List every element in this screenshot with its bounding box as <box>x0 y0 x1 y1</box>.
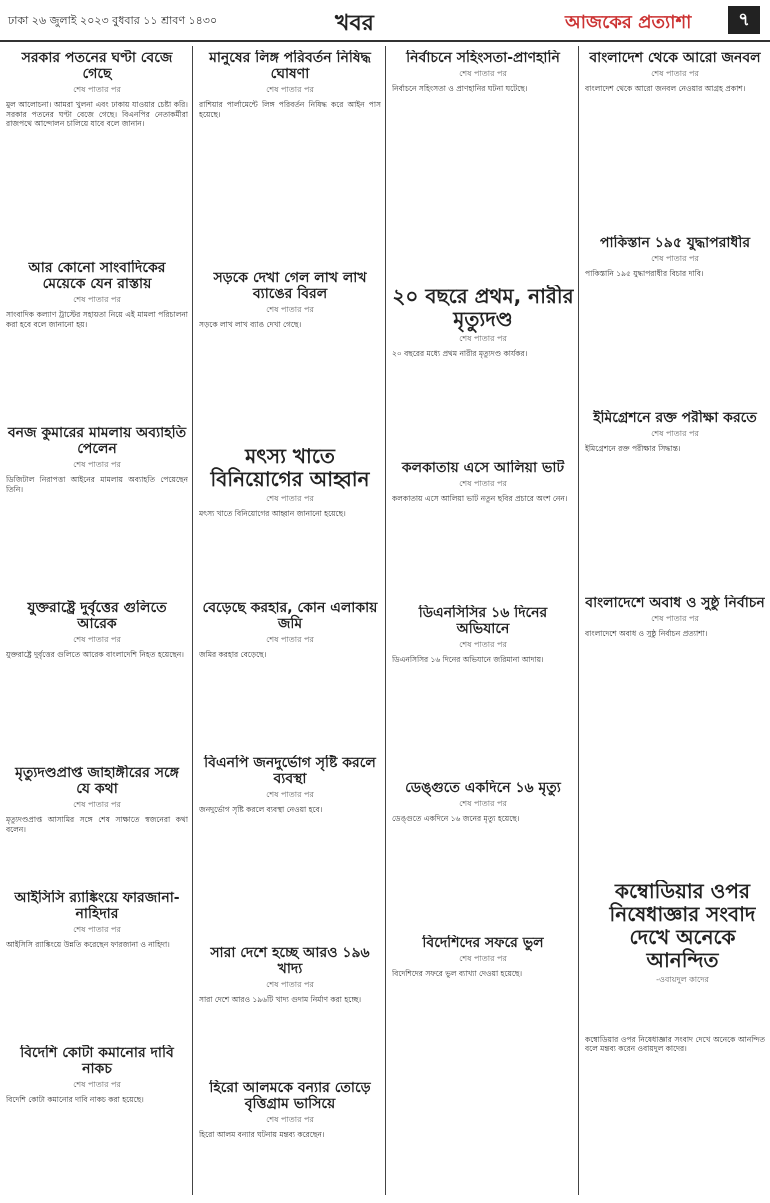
story-body: কলকাতায় এসে আলিয়া ভাট নতুন ছবির প্রচারে অংশ নেন। <box>392 494 568 504</box>
story-c3-1 <box>392 50 574 280</box>
kicker: শেষ পাতার পর <box>459 69 507 79</box>
kicker: শেষ পাতার পর <box>266 635 314 645</box>
story-body: হিরো আলম বন্যার ঘটনায় মন্তব্য করেছেন। <box>199 1130 325 1140</box>
story-c2-6 <box>199 945 381 1075</box>
kicker: -ওবায়দুল কাদের <box>656 975 709 984</box>
headline: আর কোনো সাংবাদিকের মেয়েকে যেন রাস্তায় <box>28 260 166 293</box>
story-c2-3 <box>199 445 381 595</box>
story-body: বিদেশিদের সফরে ভুল ব্যাখ্যা দেওয়া হয়েছে। <box>392 969 523 979</box>
kicker: শেষ পাতার পর <box>73 800 121 810</box>
story-c1-4 <box>6 600 188 760</box>
headline: সড়কে দেখা গেল লাখ লাখ ব্যাঙের বিরল <box>213 270 367 303</box>
story-c4-1 <box>585 50 765 230</box>
story-body: ডিজিটাল নিরাপত্তা আইনের মামলায় অব্যাহতি পেয়েছেন তিনি। <box>6 475 188 494</box>
kicker: শেষ পাতার পর <box>459 799 507 809</box>
headline: বাংলাদেশ থেকে আরো জনবল <box>589 50 761 66</box>
headline: নির্বাচনে সহিংসতা-প্রাণহানি <box>406 50 560 66</box>
story-c3-3 <box>392 460 574 600</box>
headline: সরকার পতনের ঘণ্টা বেজে গেছে <box>21 50 173 83</box>
headline: যুক্তরাষ্ট্রে দুর্বৃত্তের গুলিতে আরেক <box>27 600 167 633</box>
story-c1-5 <box>6 765 188 885</box>
story-body: সাংবাদিক কল্যাণ ট্রাস্টের সহায়তা নিয়ে এই মামলা পরিচালনা করা হবে বলে জানানো হয়। <box>6 310 188 329</box>
story-body: পাকিস্তানি ১৯৫ যুদ্ধাপরাধীর বিচার দাবি। <box>585 269 704 279</box>
kicker: শেষ পাতার পর <box>266 1115 314 1125</box>
story-body: সড়কে লাখ লাখ ব্যাঙ দেখা গেছে। <box>199 320 302 330</box>
kicker: শেষ পাতার পর <box>651 614 699 624</box>
kicker: শেষ পাতার পর <box>651 429 699 439</box>
story-body: বাংলাদেশে অবাধ ও সুষ্ঠু নির্বাচন প্রত্যাশা। <box>585 629 708 639</box>
story-body: রাশিয়ার পার্লামেন্টে লিঙ্গ পরিবর্তন নিষিদ্ধ করে আইন পাস হয়েছে। <box>199 100 381 119</box>
story-body: মৎস্য খাতে বিনিয়োগের আহ্বান জানানো হয়েছে। <box>199 509 346 518</box>
story-c1-3 <box>6 425 188 595</box>
story-c2-7 <box>199 1080 381 1195</box>
masthead <box>0 0 770 42</box>
newspaper-logo: আজকের প্রত্যাশা <box>565 12 692 33</box>
kicker: শেষ পাতার পর <box>266 305 314 315</box>
headline: সারা দেশে হচ্ছে আরও ১৯৬ খাদ্য <box>210 945 370 978</box>
headline: ডেঙ্গুতে একদিনে ১৬ মৃত্যু <box>405 780 561 796</box>
kicker: শেষ পাতার পর <box>459 334 507 343</box>
story-c3-5 <box>392 780 574 930</box>
story-body: ডিএনসিসির ১৬ দিনের অভিযানে জরিমানা আদায়। <box>392 655 544 665</box>
story-c2-2 <box>199 270 381 440</box>
story-body: ২০ বছরের মধ্যে প্রথম নারীর মৃত্যুদণ্ড কার্যকর। <box>392 349 528 358</box>
story-c3-6 <box>392 935 574 1195</box>
kicker: শেষ পাতার পর <box>73 635 121 645</box>
kicker: শেষ পাতার পর <box>73 1080 121 1090</box>
story-c4-2 <box>585 235 765 405</box>
headline: পাকিস্তান ১৯৫ যুদ্ধাপরাধীর <box>599 235 751 251</box>
story-c4-5-body <box>585 1035 765 1195</box>
page-number: ৭ <box>728 6 760 34</box>
story-body: জমির করহার বেড়েছে। <box>199 650 267 660</box>
story-c4-4 <box>585 595 765 875</box>
story-body: নির্বাচনে সহিংসতা ও প্রাণহানির ঘটনা ঘটেছে। <box>392 84 528 94</box>
headline: ২০ বছরে প্রথম, নারীর মৃত্যুদণ্ড <box>392 285 574 331</box>
story-body: আইসিসি র‍্যাঙ্কিংয়ে উন্নতি করেছেন ফারজানা ও নাহিদা। <box>6 940 170 950</box>
headline: মানুষের লিঙ্গ পরিবর্তন নিষিদ্ধ ঘোষণা <box>209 50 371 83</box>
kicker: শেষ পাতার পর <box>459 954 507 964</box>
story-c1-2 <box>6 260 188 420</box>
headline: বিদেশিদের সফরে ভুল <box>422 935 544 951</box>
kicker: শেষ পাতার পর <box>651 69 699 79</box>
column-divider <box>192 46 193 1195</box>
story-c2-4 <box>199 600 381 750</box>
story-body: ইমিগ্রেশনে রক্ত পরীক্ষার সিদ্ধান্ত। <box>585 444 681 454</box>
kicker: শেষ পাতার পর <box>266 790 314 800</box>
story-c4-3 <box>585 410 765 590</box>
column-divider <box>578 46 579 1195</box>
story-body: বাংলাদেশ থেকে আরো জনবল নেওয়ার আগ্রহ প্রকাশ। <box>585 84 746 94</box>
story-c2-1 <box>199 50 381 265</box>
kicker: শেষ পাতার পর <box>651 254 699 264</box>
headline: ইমিগ্রেশনে রক্ত পরীক্ষা করতে <box>593 410 757 426</box>
headline: বনজ কুমারের মামলায় অব্যাহতি পেলেন <box>7 425 187 458</box>
headline: বেড়েছে করহার, কোন এলাকায় জমি <box>202 600 378 633</box>
headline: মৎস্য খাতে বিনিয়োগের আহ্বান <box>210 445 370 491</box>
story-c1-6 <box>6 890 188 1040</box>
headline: বাংলাদেশে অবাধ ও সুষ্ঠু নির্বাচন <box>585 595 765 611</box>
kicker: শেষ পাতার পর <box>266 494 314 503</box>
kicker: শেষ পাতার পর <box>266 980 314 990</box>
story-c3-2 <box>392 285 574 455</box>
kicker: শেষ পাতার পর <box>459 479 507 489</box>
kicker: শেষ পাতার পর <box>73 460 121 470</box>
headline: বিদেশি কোটা কমানোর দাবি নাকচ <box>20 1045 174 1078</box>
story-c1-7 <box>6 1045 188 1195</box>
story-body: কম্বোডিয়ার ওপর নিষেধাজ্ঞার সংবাদ দেখে অনেকে আনন্দিত বলে মন্তব্য করেন ওবায়দুল কাদের। <box>585 1035 765 1054</box>
story-body: মুল আলোচনা। আমরা খুলনা এবং ঢাকায় যাওয়ার চেষ্টা করি। সরকার পতনের ঘণ্টা বেজে গেছে। বিএনপির নেতাকর্মীরা রাজপথে আন্দোলন চালিয়ে যাবে বলে জানান। <box>6 100 188 128</box>
headline: বিএনপি জনদুর্ভোগ সৃষ্টি করলে ব্যবস্থা <box>204 755 376 788</box>
kicker: শেষ পাতার পর <box>266 85 314 95</box>
dateline: ঢাকা ২৬ জুলাই ২০২৩ বুধবার ১১ শ্রাবণ ১৪৩০ <box>8 14 218 27</box>
story-c4-5 <box>600 880 765 1030</box>
kicker: শেষ পাতার পর <box>73 85 121 95</box>
column-divider <box>385 46 386 1195</box>
headline: কলকাতায় এসে আলিয়া ভাট <box>401 460 565 476</box>
kicker: শেষ পাতার পর <box>73 925 121 935</box>
headline: মৃত্যুদণ্ডপ্রাপ্ত জাহাঙ্গীরের সঙ্গে যে কথা <box>15 765 179 798</box>
headline: কম্বোডিয়ার ওপর নিষেধাজ্ঞার সংবাদ দেখে অনেকে আনন্দিত <box>609 880 756 972</box>
story-c2-5 <box>199 755 381 940</box>
story-c3-4 <box>392 605 574 775</box>
section-title: খবর <box>335 11 374 36</box>
story-body: সারা দেশে আরও ১৯৬টি খাদ্য গুদাম নির্মাণ করা হচ্ছে। <box>199 995 362 1005</box>
headline: ডিএনসিসির ১৬ দিনের অভিযানে <box>418 605 548 638</box>
story-c1-1 <box>6 50 188 255</box>
story-body: জনদুর্ভোগ সৃষ্টি করলে ব্যবস্থা নেওয়া হবে। <box>199 805 323 815</box>
kicker: শেষ পাতার পর <box>73 295 121 305</box>
story-body: বিদেশি কোটা কমানোর দাবি নাকচ করা হয়েছে। <box>6 1095 144 1105</box>
headline: আইসিসি র‍্যাঙ্কিংয়ে ফারজানা-নাহিদার <box>14 890 180 923</box>
headline: হিরো আলমকে বন্যার তোড়ে বৃত্তিগ্রাম ভাসিয়ে <box>209 1080 371 1113</box>
kicker: শেষ পাতার পর <box>459 640 507 650</box>
story-body: যুক্তরাষ্ট্রে দুর্বৃত্তের গুলিতে আরেক বাংলাদেশি নিহত হয়েছেন। <box>6 650 184 660</box>
story-body: ডেঙ্গুতে একদিনে ১৬ জনের মৃত্যু হয়েছে। <box>392 814 520 824</box>
story-body: মৃত্যুদণ্ডপ্রাপ্ত আসামির সঙ্গে শেষ সাক্ষাতে স্বজনেরা কথা বলেন। <box>6 815 188 834</box>
